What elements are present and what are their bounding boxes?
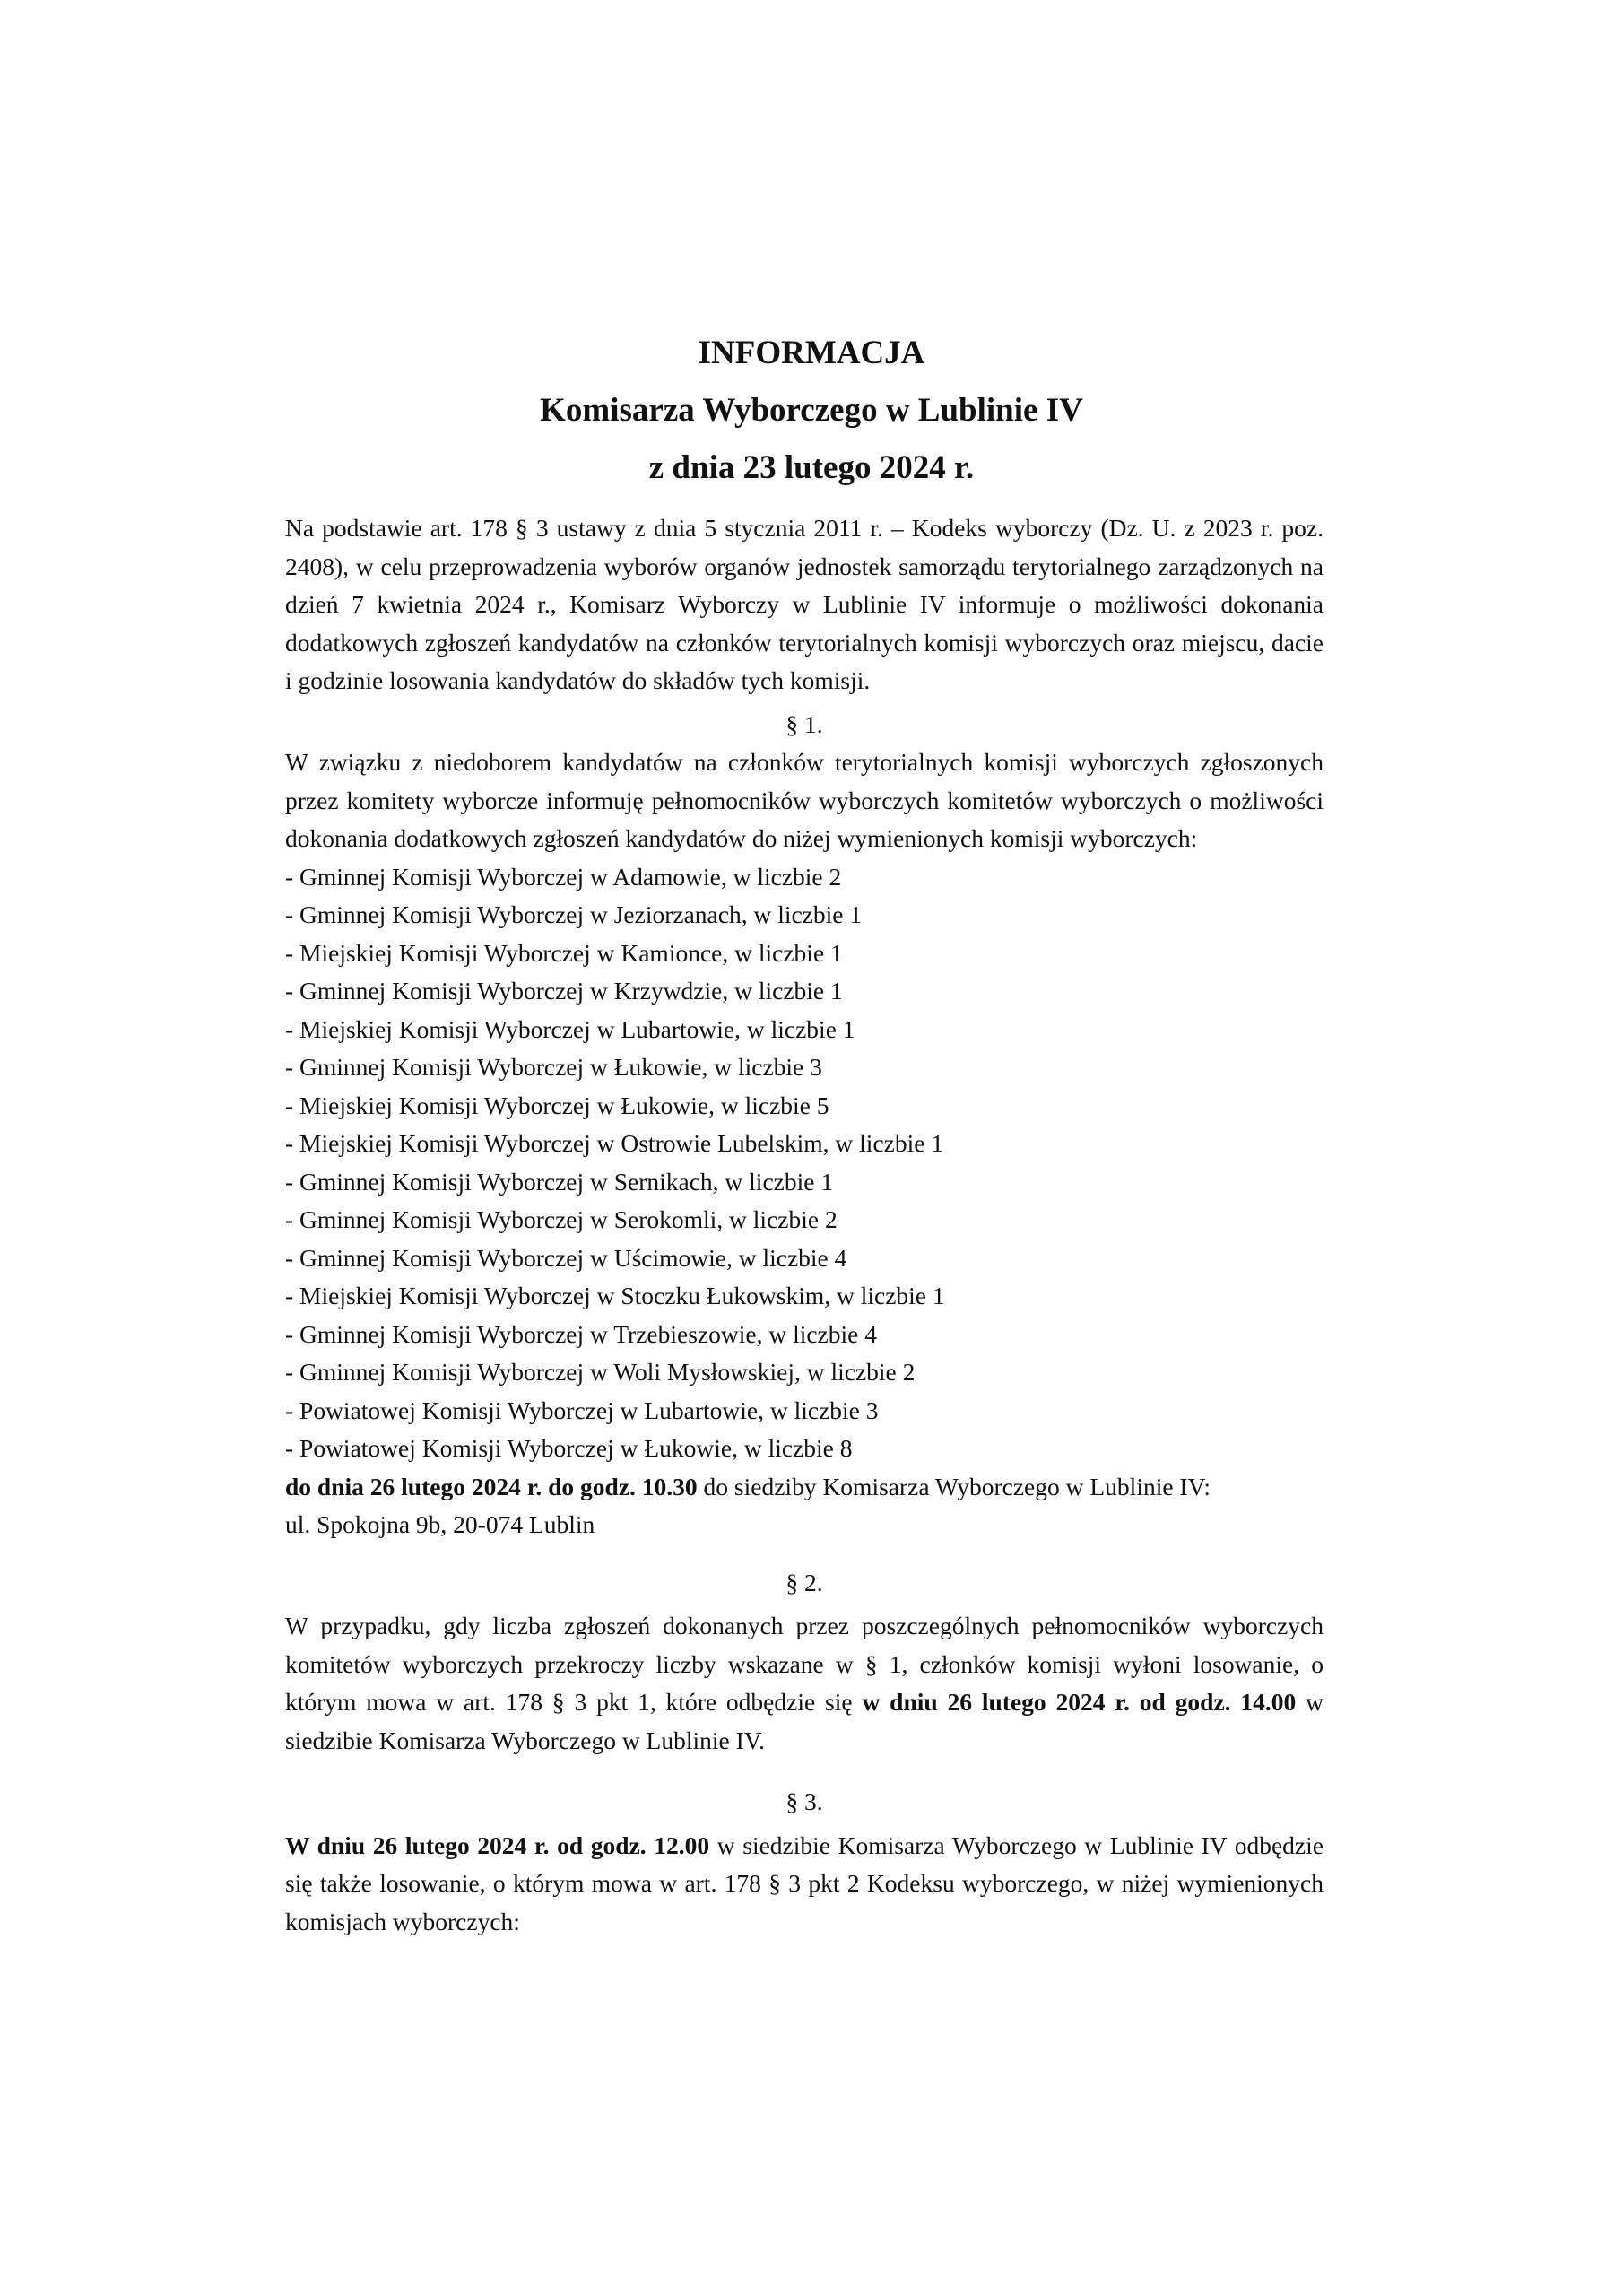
document-header [0,325,1623,497]
document-issuer: Komisarza Wyborczego w Lublinie IV [540,392,1083,429]
section-3-paragraph [285,1827,1324,1942]
list-item: - Gminnej Komisji Wyborczej w Trzebieszowie, w liczbie 4 [285,1319,877,1348]
list-item: - Powiatowej Komisji Wyborczej w Lubartowie, w liczbie 3 [285,1396,879,1424]
list-item: - Gminnej Komisji Wyborczej w Adamowie, w liczbie 2 [285,862,842,891]
list-item: - Miejskiej Komisji Wyborczej w Lubartowie, w liczbie 1 [285,1014,855,1043]
section-3-mark: § 3. [785,1787,823,1815]
intro-paragraph: Na podstawie art. 178 § 3 ustawy z dnia 5 stycznia 2011 r. – Kodeks wyborczy (Dz. U. z 2023 r. poz. 2408), w celu przeprowadzenia wyborów organów jednostek samorządu terytorialnego zarządzonych na dzień 7 kwietnia 2024 r., Komisarz Wyborczy w Lublinie IV informuje o możliwości dokonania dodatkowych zgłoszeń kandydatów na członków terytorialnych komisji wyborczych oraz miejscu, dacie i godzinie losowania kandydatów do składów tych komisji. [285,514,1324,694]
list-item: - Gminnej Komisji Wyborczej w Woli Mysłowskiej, w liczbie 2 [285,1358,916,1386]
section-2-paragraph [285,1607,1324,1760]
document-date: z dnia 23 lutego 2024 r. [648,449,975,486]
list-item: - Gminnej Komisji Wyborczej w Łukowie, w liczbie 3 [285,1053,822,1081]
list-item: - Gminnej Komisji Wyborczej w Krzywdzie, w liczbie 1 [285,977,843,1004]
section-1-paragraph: W związku z niedoborem kandydatów na członków terytorialnych komisji wyborczych zgłoszonych przez komitety wyborcze informuję pełnomocników wyborczych komitetów wyborczych o możliwości dokonania dodatkowych zgłoszeń kandydatów do niżej wymienionych komisji wyborczych: [285,748,1324,852]
list-item: - Miejskiej Komisji Wyborczej w Stoczku Łukowskim, w liczbie 1 [285,1282,945,1309]
deadline-rest: do siedziby Komisarza Wyborczego w Lublinie IV: [697,1472,1211,1500]
deadline-bold: do dnia 26 lutego 2024 r. do godz. 10.30 [285,1472,698,1500]
list-item: - Gminnej Komisji Wyborczej w Serokomli, w liczbie 2 [285,1205,838,1233]
document-body [285,509,1324,1941]
address-line: ul. Spokojna 9b, 20-074 Lublin [285,1510,595,1538]
list-item: - Miejskiej Komisji Wyborczej w Ostrowie Lubelskim, w liczbie 1 [285,1129,944,1157]
list-item: - Miejskiej Komisji Wyborczej w Kamionce, w liczbie 1 [285,938,843,967]
list-item: - Gminnej Komisji Wyborczej w Uścimowie, w liczbie 4 [285,1243,847,1272]
document-title: INFORMACJA [698,335,925,371]
list-item: - Gminnej Komisji Wyborczej w Sernikach, w liczbie 1 [285,1167,834,1196]
section-1-mark: § 1. [785,709,823,738]
section-2-bold: w dniu 26 lutego 2024 r. od godz. 14.00 [862,1688,1297,1716]
section-2-text-after: w siedzibie Komisarza Wyborczego w Lublinie IV. [285,1688,1324,1754]
deadline-line [285,1468,1324,1507]
list-item: - Powiatowej Komisji Wyborczej w Łukowie, w liczbie 8 [285,1434,853,1462]
list-item: - Gminnej Komisji Wyborczej w Jeziorzanach, w liczbie 1 [285,900,863,928]
section-3-bold: W dniu 26 lutego 2024 r. od godz. 12.00 [285,1831,710,1859]
list-item: - Miejskiej Komisji Wyborczej w Łukowie, w liczbie 5 [285,1091,829,1119]
section-2-text-before: W przypadku, gdy liczba zgłoszeń dokonanych przez poszczególnych pełnomocników wyborczych komitetów wyborczych przekroczy liczby wskazane w § 1, członków komisji wyłoni losowanie, o którym mowa w art. 178 § 3 pkt 1, które odbędzie się [285,1612,1324,1716]
commission-list [285,858,1324,1468]
section-3-text-after: w siedzibie Komisarza Wyborczego w Lublinie IV odbędzie się także losowanie, o którym mowa w art. 178 § 3 pkt 2 Kodeksu wyborczego, w niżej wymienionych komisjach wyborczych: [285,1831,1324,1935]
section-2-mark: § 2. [785,1568,823,1596]
